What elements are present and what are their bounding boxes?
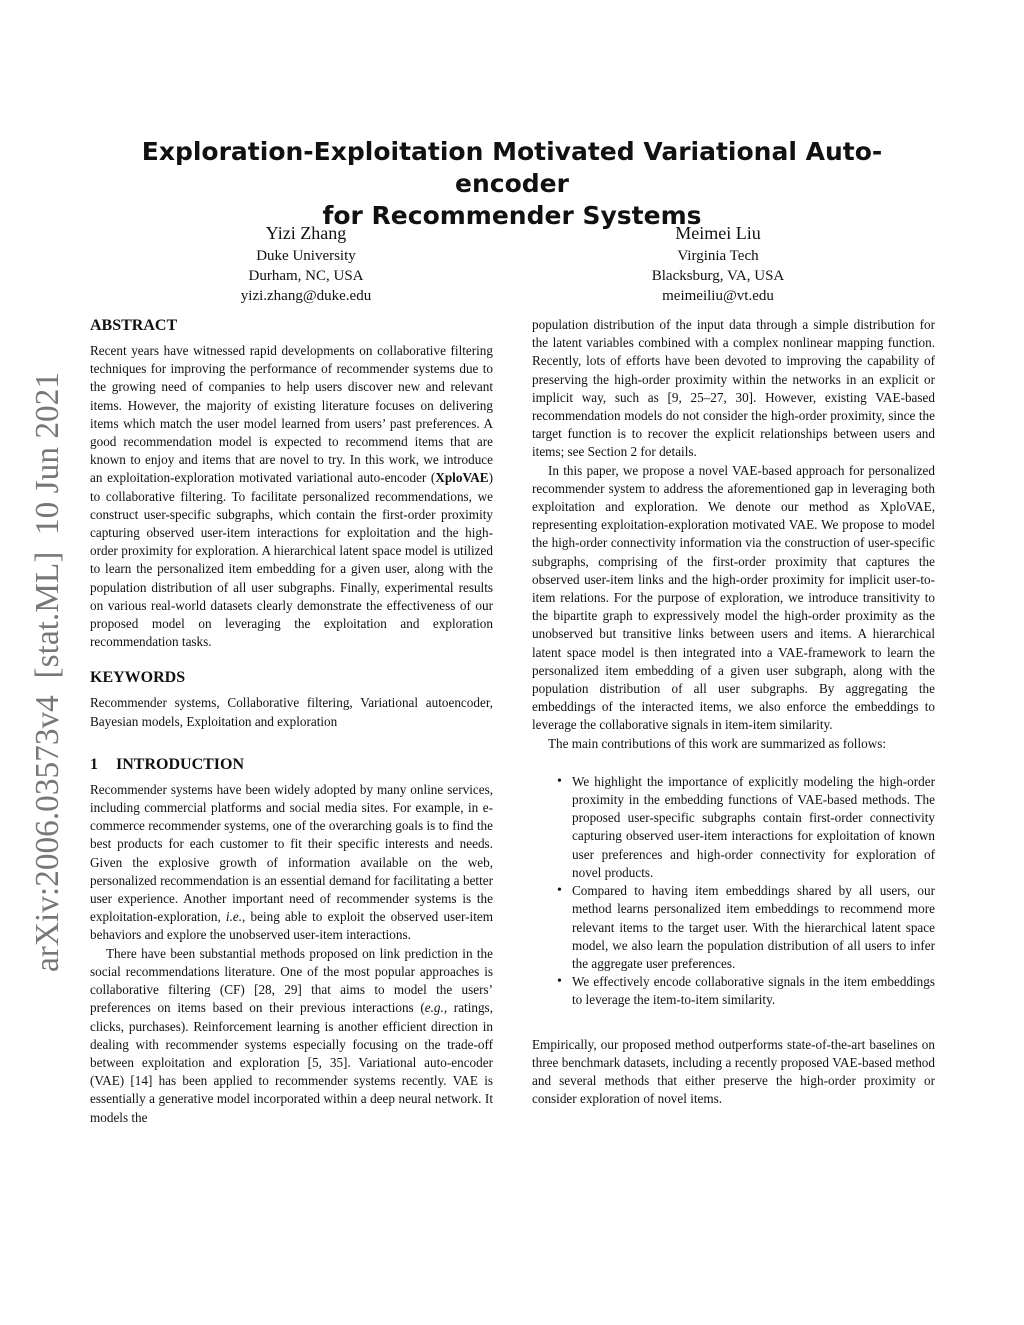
author-name: Meimei Liu: [675, 223, 761, 243]
author-location: Durham, NC, USA: [248, 268, 364, 284]
author-affiliation: Duke University: [256, 248, 356, 264]
abstract-heading: ABSTRACT: [90, 317, 178, 334]
intro-p1-part-2: , being able to exploit the observed user-item behaviors and explore the unobserved user-item interactions.: [90, 909, 493, 943]
intro-paragraph-4: In this paper, we propose a novel VAE-based approach for personalized recommender system to address the aforementioned gap in leveraging both exploitation and exploration. We denote our method as XploVAE, representing exploitation-exploration motivated VAE. We propose to model the high-order connectivity information via the construction of user-specific subgraphs, comprising of the first-order proximity that captures the observed user-item links and the high-order proximity for implicit user-to-item relations. For the purpose of exploration, we introduce transitivity to the bipartite graph to expressively model the high-order proximity as the unobserved but transitive links between users and items. A hierarchical latent space model is then integrated into a VAE-framework to learn the personalized item embedding of a given user subgraph, along with the population distribution of all user subgraphs. By aggregating the embeddings of the interacted items, we also enforce the embeddings to leverage the collaborative signals in item-item similarity.: [532, 462, 935, 733]
intro-paragraph-6: Empirically, our proposed method outperforms state-of-the-art baselines on three benchmark datasets, including a recently proposed VAE-based method and several methods that either preserve the high-order proximity or consider exploration of novel items.: [532, 1036, 935, 1107]
intro-p2-part-2: , ratings, clicks, purchases). Reinforcement learning is another efficient direction in dealing with recommender systems especially focusing on the trade-off between exploitation and exploration [5, 35]. Variational auto-encoder (VAE) [14] has been applied to recommender systems recently. VAE is essentially a generative model incorporated within a deep neural network. It models the: [90, 1000, 493, 1125]
title-line-2: for Recommender Systems: [322, 201, 702, 230]
intro-p1-ie: i.e.: [225, 909, 243, 925]
intro-p2-part-1: There have been substantial methods proposed on link prediction in the social recommendations literature. One of the most popular approaches is collaborative filtering (CF) [28, 29] that aims to model the users’ preferences on items based on their previous interactions (: [90, 945, 493, 1016]
method-name: XploVAE: [435, 470, 489, 486]
right-column: [532, 316, 935, 1108]
list-item: • Compared to having item embeddings shared by all users, our method learns personalized item embeddings to recommend more relevant items to the target user. With the hierarchical latent space model, we also learn the population distribution of all users to infer the aggregate user preferences.: [572, 882, 935, 973]
list-item: • We effectively encode collaborative signals in the item embeddings to leverage the item-to-item similarity.: [572, 973, 935, 1009]
left-column: [90, 316, 493, 1127]
author-block-2: [568, 220, 868, 306]
intro-p1-part-1: Recommender systems have been widely adopted by many online services, including commercial platforms and social media sites. For example, in e-commerce recommender systems, one of the overarching goals is to find the best products for each customer to fit their specific interests and needs. Given the explosive growth of information available on the web, personalized recommendation is an essential demand for facilitating a better user experience. Another important need of recommender systems is the exploitation-exploration,: [90, 781, 493, 925]
keywords-heading: KEYWORDS: [90, 669, 186, 687]
author-block-1: [156, 220, 456, 306]
intro-paragraph-1: [90, 781, 493, 945]
section-title: INTRODUCTION: [116, 755, 245, 773]
author-email: meimeiliu@vt.edu: [662, 288, 774, 304]
abstract-text-part-2: ) to collaborative filtering. To facilitate personalized recommendations, we construct user-specific subgraphs, which contain the first-order proximity capturing observed user-item interactions for exploitation and the high-order proximity for exploration. A hierarchical latent space model is utilized to learn the personalized item embedding for a given user, along with the population distribution of all user subgraphs. Finally, experimental results on various real-world datasets clearly demonstrate the effectiveness of our proposed model on leveraging the exploitation and exploration recommendation tasks.: [90, 470, 493, 650]
title-line-1: Exploration-Exploitation Motivated Variational Auto-encoder: [141, 137, 883, 198]
keywords-text: Recommender systems, Collaborative filtering, Variational autoencoder, Bayesian models, Exploitation and exploration: [90, 695, 493, 729]
author-email: yizi.zhang@duke.edu: [240, 288, 372, 304]
list-item: • We highlight the importance of explicitly modeling the high-order proximity in the embedding functions of VAE-based methods. The proposed user-specific subgraphs contain first-order connectivity capturing observed user-item interactions for exploitation of known user preferences and high-order connectivity for exploration of novel products.: [572, 773, 935, 882]
section-number: 1: [90, 755, 98, 773]
intro-heading: [90, 755, 493, 775]
author-location: Blacksburg, VA, USA: [651, 268, 785, 284]
intro-paragraph-5: The main contributions of this work are summarized as follows:: [548, 735, 887, 751]
paper-title: [100, 136, 924, 232]
contributions-list: [532, 773, 935, 1010]
abstract-text: [90, 342, 493, 651]
arxiv-stamp-text: arXiv:2006.03573v4 [stat.ML] 10 Jun 2021: [29, 360, 66, 972]
intro-p2-eg: e.g.: [424, 1000, 444, 1016]
author-name: Yizi Zhang: [265, 223, 347, 243]
intro-paragraph-2: [90, 945, 493, 1127]
arxiv-stamp: [18, 360, 70, 980]
author-affiliation: Virginia Tech: [677, 248, 759, 264]
intro-paragraph-3: population distribution of the input data through a simple distribution for the latent variables combined with a complex nonlinear mapping function. Recently, lots of efforts have been devoted to improving the capability of preserving the high-order proximity within the networks in an explicit or implicit way, such as [9, 25–27, 30]. However, existing VAE-based recommendation models do not consider the high-order proximity, since the target function is to recover the explicit relationships between users and items; see Section 2 for details.: [532, 317, 935, 460]
abstract-text-part-1: Recent years have witnessed rapid developments on collaborative filtering techniques for improving the performance of recommender systems due to the growing need of companies to help users discover new and relevant items. However, the majority of existing literature focuses on delivering items which match the user model learned from users’ past preferences. A good recommendation model is expected to recommend items that are known to enjoy and items that are novel to try. In this work, we introduce an exploitation-exploration motivated variational auto-encoder (: [90, 343, 493, 486]
